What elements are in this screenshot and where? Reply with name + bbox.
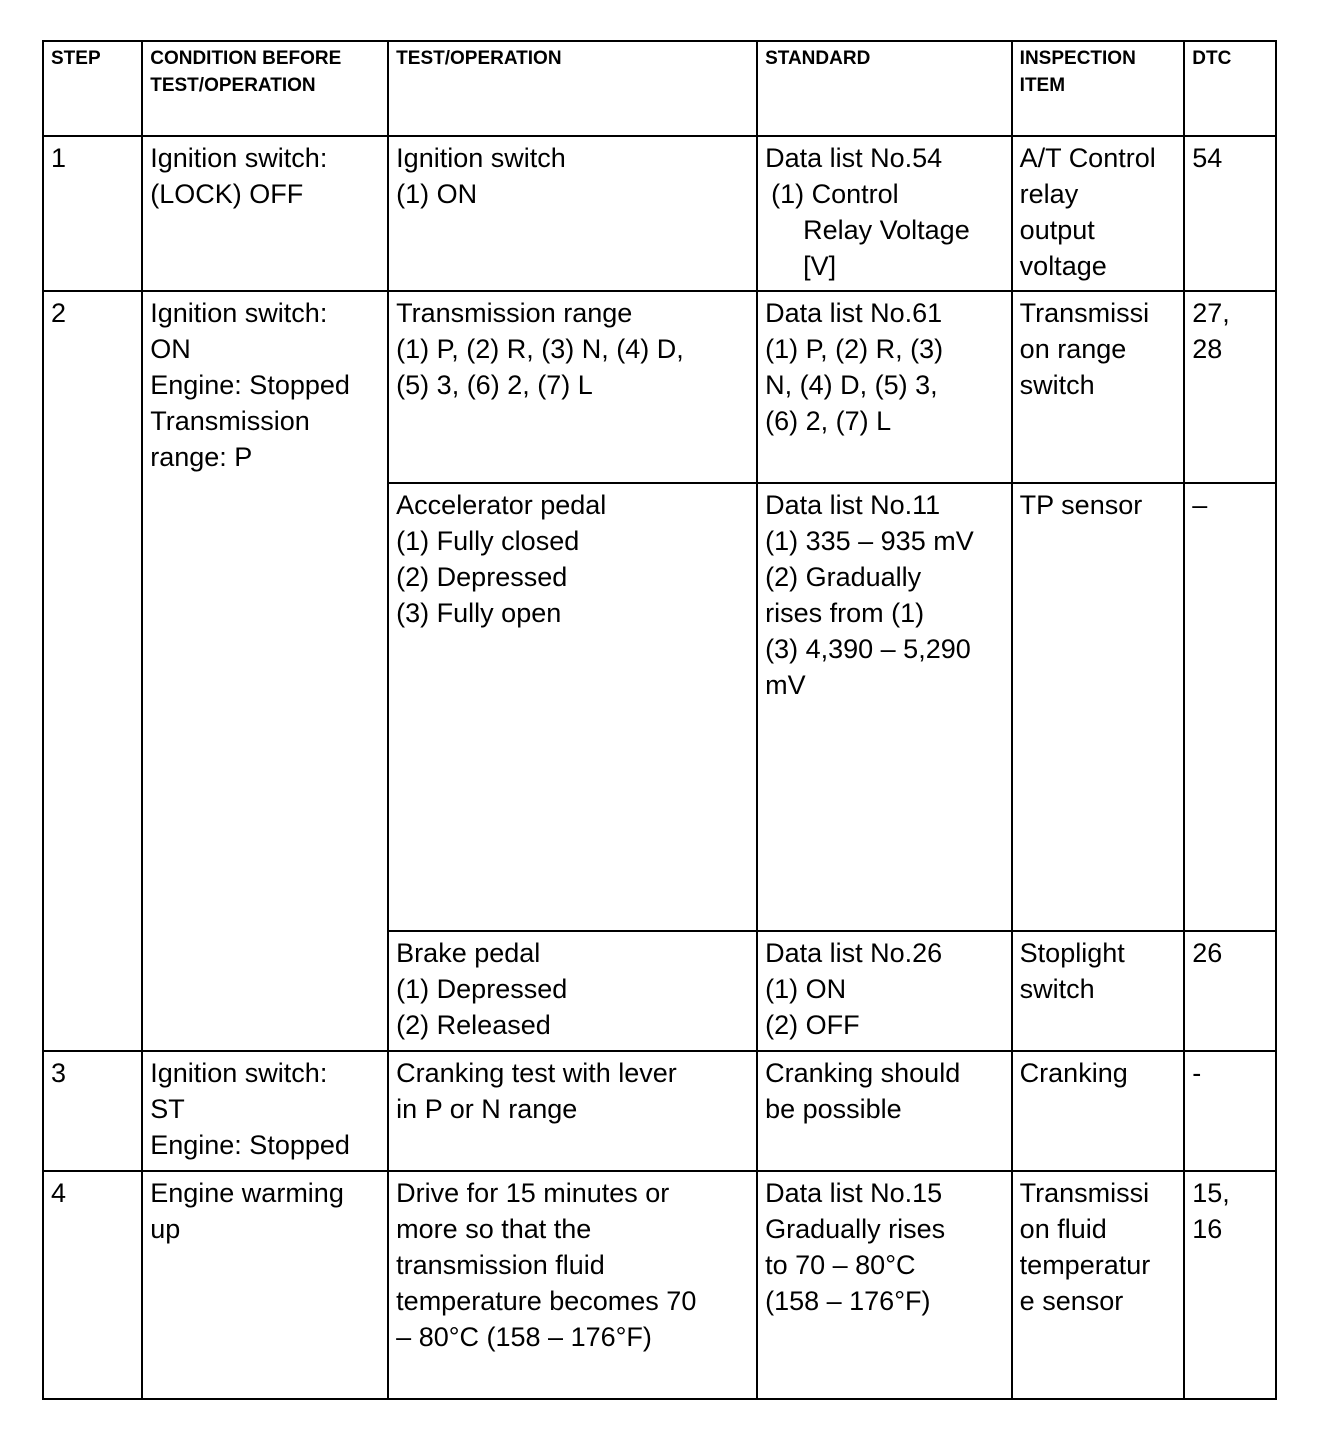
inspection-item-cell: TP sensor (1012, 483, 1185, 931)
step-cell: 3 (43, 1051, 142, 1171)
dtc-cell: 15, 16 (1184, 1171, 1276, 1399)
header-inspection-item: INSPECTION ITEM (1012, 41, 1185, 136)
dtc-cell: 54 (1184, 136, 1276, 291)
standard-cell: Data list No.15 Gradually rises to 70 – 80°C (158 – 176°F) (757, 1171, 1012, 1399)
step-cell: 1 (43, 136, 142, 291)
inspection-item-cell: Stoplight switch (1012, 931, 1185, 1051)
standard-cell: Data list No.26 (1) ON (2) OFF (757, 931, 1012, 1051)
table-row (43, 136, 1276, 291)
standard-cell: Data list No.11 (1) 335 – 935 mV (2) Gradually rises from (1) (3) 4,390 – 5,290 mV (757, 483, 1012, 931)
inspection-item-cell: Cranking (1012, 1051, 1185, 1171)
condition-cell: Ignition switch: (LOCK) OFF (142, 136, 388, 291)
header-condition: CONDITION BEFORE TEST/OPERATION (142, 41, 388, 136)
condition-cell: Ignition switch: ON Engine: Stopped Transmission range: P (142, 291, 388, 1051)
standard-cell: Cranking should be possible (757, 1051, 1012, 1171)
test-cell: Accelerator pedal (1) Fully closed (2) Depressed (3) Fully open (388, 483, 757, 931)
test-cell: Brake pedal (1) Depressed (2) Released (388, 931, 757, 1051)
header-row (43, 41, 1276, 136)
table-row (43, 1051, 1276, 1171)
header-standard: STANDARD (757, 41, 1012, 136)
standard-cell: Data list No.61 (1) P, (2) R, (3) N, (4) D, (5) 3, (6) 2, (7) L (757, 291, 1012, 483)
table-row (43, 291, 1276, 483)
table-row (43, 1171, 1276, 1399)
inspection-item-cell: A/T Control relay output voltage (1012, 136, 1185, 291)
condition-cell: Ignition switch: ST Engine: Stopped (142, 1051, 388, 1171)
inspection-table (42, 40, 1277, 1400)
test-cell: Cranking test with lever in P or N range (388, 1051, 757, 1171)
standard-cell (757, 136, 1012, 291)
test-cell: Drive for 15 minutes or more so that the transmission fluid temperature becomes 70 – 80°C (158 – 176°F) (388, 1171, 757, 1399)
inspection-item-cell: Transmissi on range switch (1012, 291, 1185, 483)
dtc-cell: - (1184, 1051, 1276, 1171)
dtc-cell: – (1184, 483, 1276, 931)
header-test-operation: TEST/OPERATION (388, 41, 757, 136)
condition-cell: Engine warming up (142, 1171, 388, 1399)
dtc-cell: 26 (1184, 931, 1276, 1051)
header-dtc: DTC (1184, 41, 1276, 136)
test-cell: Ignition switch (1) ON (388, 136, 757, 291)
step-cell: 2 (43, 291, 142, 1051)
step-cell: 4 (43, 1171, 142, 1399)
header-step: STEP (43, 41, 142, 136)
standard-title: Data list No.54 (765, 143, 943, 173)
inspection-item-cell: Transmissi on fluid temperatur e sensor (1012, 1171, 1185, 1399)
standard-line: (1) Control (771, 179, 899, 209)
test-cell: Transmission range (1) P, (2) R, (3) N, (4) D, (5) 3, (6) 2, (7) L (388, 291, 757, 483)
dtc-cell: 27, 28 (1184, 291, 1276, 483)
standard-line: Relay Voltage [V] (803, 215, 970, 281)
